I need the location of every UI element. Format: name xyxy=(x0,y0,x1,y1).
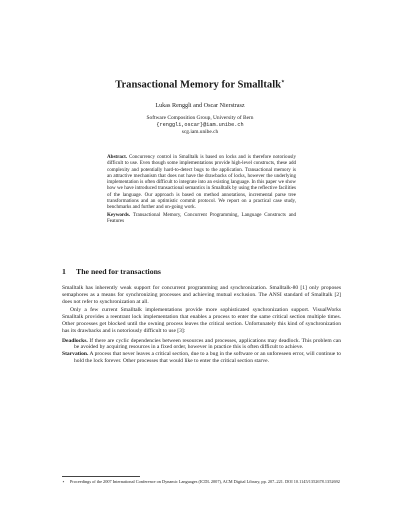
paper-authors: Lukas Renggli and Oscar Nierstrasz xyxy=(155,102,245,109)
keywords-label: Keywords. xyxy=(107,211,131,218)
abstract-label: Abstract. xyxy=(107,154,128,160)
title-footnote-mark: ⋆ xyxy=(281,79,285,85)
section-body xyxy=(62,285,341,365)
abstract-text: Concurrency control in Smalltalk is based on locks and is therefore notoriously difficult to use. Even though some implementations provide high-level constructs, these add complexity and potentially hard-to-detect bugs to the application. Transactional memory is an attractive mechanism that does not have the drawbacks of locks, however the underlying implementation is often difficult to integrate into an existing language. In this paper we show how we have introduced transactional semantics in Smalltalk by using the reflective facilities of the language. Our approach is based on method annotations, incremental parse tree transformations and an optimistic commit protocol. We report on a practical case study, benchmarks and further and on-going work. xyxy=(107,154,296,211)
author-emails: {renggli,oscar}@iam.unibe.ch xyxy=(156,122,244,129)
footnote xyxy=(62,479,341,485)
definition-text-starvation: A process that never leaves a critical section, due to a bug in the software or an unforeseen error, will continue to hold the lock forever. Other processes that would like to enter the critical section starve. xyxy=(74,351,341,364)
affiliation-block xyxy=(0,115,400,137)
definition-starvation xyxy=(62,351,341,365)
keywords-text: Transactional Memory, Concurrent Programming, Language Constructs and Features xyxy=(107,211,296,224)
definition-list xyxy=(62,338,341,365)
paragraph-1: Smalltalk has inherently weak support for concurrent programming and synchronization. Smalltalk-80 [1] only proposes semaphores as a means for synchronizing processes and achieving mutual exclusion. The ANSI standard of Smalltalk [2] does not refer to synchronization at all. xyxy=(62,285,341,305)
definition-term-starvation: Starvation. xyxy=(62,351,89,358)
definition-term-deadlocks: Deadlocks. xyxy=(62,337,88,344)
paper-title-text: Transactional Memory for Smalltalk xyxy=(115,79,282,91)
definition-deadlocks xyxy=(62,338,341,352)
definition-text-deadlocks: If there are cyclic dependencies between resources and processes, applications may deadlock. This problem can be avoided by acquiring resources in a fixed order, however in practice this is often difficult to achieve. xyxy=(74,337,341,351)
author-website: scg.iam.unibe.ch xyxy=(181,129,219,136)
section-heading xyxy=(62,267,342,276)
footnote-rule xyxy=(62,476,140,477)
affiliation: Software Composition Group, University of Bern xyxy=(146,115,254,121)
abstract xyxy=(107,154,296,224)
section-number: 1 xyxy=(62,267,66,276)
section-title: The need for transactions xyxy=(76,267,161,276)
paper-title xyxy=(0,78,400,91)
footnote-mark: ⋆ xyxy=(62,479,65,484)
footnote-text: Proceedings of the 2007 International Conference on Dynamic Languages (ICDL 2007), ACM Digital Library, pp. 207–221. DOI 10.1145/1352678.1352692 xyxy=(70,479,340,484)
paragraph-2: Only a few current Smalltalk implementations provide more sophisticated synchronization support. VisualWorks Smalltalk provides a reentrant lock implementation that enables a process to enter the same critical section multiple times. Other processes get blocked until the owning process leaves the critical section. Unfortunately this kind of synchronization has its drawbacks and is notoriously difficult to use [3]: xyxy=(62,307,341,334)
keywords xyxy=(107,212,296,225)
